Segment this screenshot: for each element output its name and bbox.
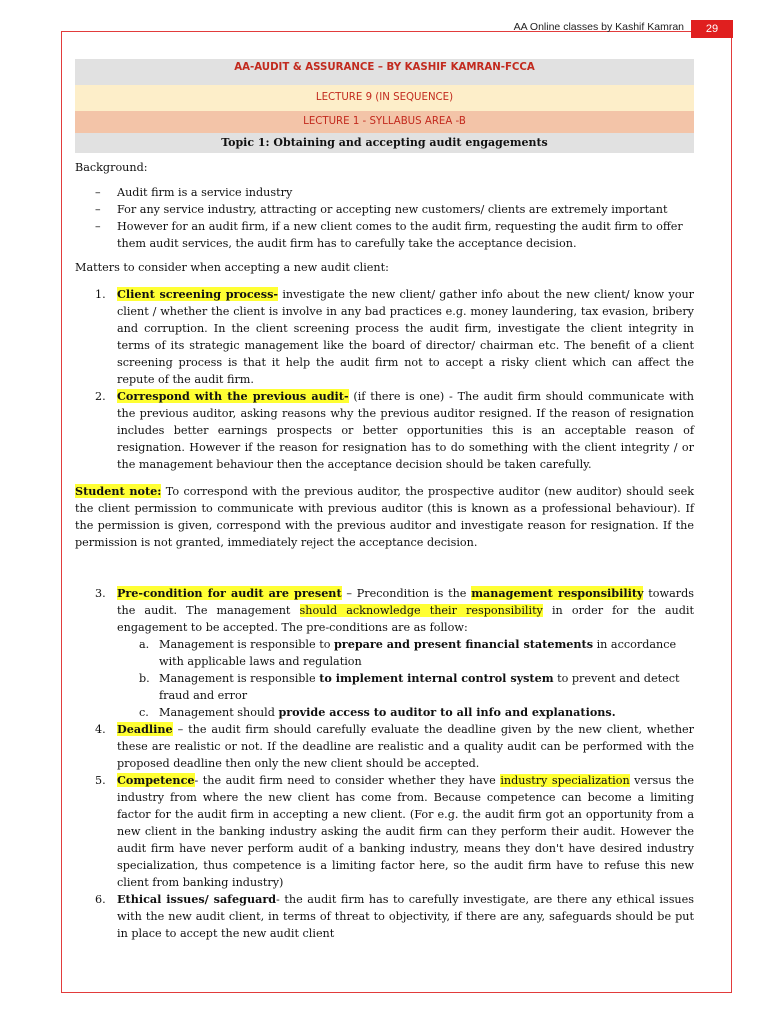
lecture-title: LECTURE 9 (IN SEQUENCE): [315, 92, 454, 103]
matter-item-5: 5. Competence- the audit firm need to consider whether they have industry specialization versus the industry from where the new client has come from. Because competence can become a limiting factor for the audit firm in accepting a new client. (For e.g. the audit firm got an opportunity from a new client in the banking industry asking the audit firm can they perform their audit. However the audit firm have never perform audit of a banking industry, means they don't have desired industry specialization, thus competence is a limiting factor here, so the audit firm have to refuse this new client from banking industry): [95, 773, 694, 889]
matters-list-part1: [75, 286, 694, 473]
page-content: [75, 59, 694, 942]
highlighted-phrase: should acknowledge their responsibility: [299, 604, 543, 617]
background-label: Background:: [75, 161, 148, 174]
highlighted-heading: Correspond with the previous audit-: [117, 389, 349, 403]
preconditions-list: [117, 636, 694, 721]
matter-item-4: 4. Deadline – the audit firm should carefully evaluate the deadline given by the new client, whether these are realistic or not. If the deadline are realistic and a quality audit can be performed with the proposed deadline then only the new client should be accepted.: [95, 722, 694, 770]
list-item: – However for an audit firm, if a new client comes to the audit firm, requesting the audit firm to offer them audit services, the audit firm has to carefully take the acceptance decision.: [95, 220, 683, 250]
highlighted-heading: Deadline: [117, 722, 173, 736]
course-title-band: [75, 59, 694, 85]
page-number: 29: [691, 20, 733, 38]
syllabus-band: [75, 111, 694, 133]
topic-title: Topic 1: Obtaining and accepting audit engagements: [221, 136, 548, 149]
matter-item-1: 1. Client screening process- investigate the new client/ gather info about the new client/ know your client / whether the client is involve in any bad practices e.g. money laundering, tax evasion, bribery and corruption. In the client screening process the audit firm, investigate the client integrity in terms of its strategic management like the board of director/ chairman etc. The benefit of a client screening process is that it help the audit firm not to accept a risky client which can affect the repute of the audit firm.: [95, 287, 695, 386]
highlighted-heading: Competence: [117, 773, 195, 787]
syllabus-title: LECTURE 1 - SYLLABUS AREA -B: [303, 116, 466, 127]
student-note: Student note: To correspond with the previous auditor, the prospective auditor (new auditor) should seek the client permission to communicate with previous auditor (this is known as a professional behaviour). If the permission is given, correspond with the previous auditor and investigate reason for resignation. If the permission is not granted, immediately reject the acceptance decision.: [75, 484, 694, 549]
running-head: AA Online classes by Kashif Kamran: [513, 21, 684, 33]
highlighted-phrase: management responsibility: [471, 586, 644, 600]
precondition-item: c. Management should provide access to auditor to all info and explanations.: [139, 705, 616, 719]
matters-list-part2: [75, 585, 694, 942]
precondition-item: a. Management is responsible to prepare and present financial statements in accordance with applicable laws and regulation: [139, 637, 677, 668]
list-item: – For any service industry, attracting or accepting new customers/ clients are extremely important: [95, 203, 668, 216]
list-item: – Audit firm is a service industry: [95, 186, 293, 199]
lecture-band: [75, 85, 694, 111]
matter-item-2: 2. Correspond with the previous audit- (if there is one) - The audit firm should communicate with the previous auditor, asking reasons why the previous auditor resigned. If the reason of resignation includes better earnings prospects or better opportunities this is an acceptable reason of resignation. However if the reason for resignation has to do something with the client integrity / or the management behaviour then the acceptance decision should be taken carefully.: [95, 389, 694, 471]
dash-bullet: –: [95, 186, 101, 199]
highlighted-heading: Client screening process-: [117, 287, 279, 301]
highlighted-phrase: industry specialization: [500, 774, 630, 787]
precondition-item: b. Management is responsible to implement internal control system to prevent and detect fraud and error: [139, 671, 680, 702]
course-title: AA-AUDIT & ASSURANCE – BY KASHIF KAMRAN-FCCA: [234, 62, 535, 73]
dash-bullet: –: [95, 220, 101, 233]
dash-bullet: –: [95, 203, 101, 216]
matters-intro: Matters to consider when accepting a new audit client:: [75, 261, 389, 274]
topic-band: [75, 133, 694, 153]
highlighted-heading: Pre-condition for audit are present: [117, 586, 342, 600]
matter-item-6: 6. Ethical issues/ safeguard- the audit firm has to carefully investigate, are there any ethical issues with the new audit client, in terms of threat to objectivity, if there are any, safeguards should be put in place to accept the new audit client: [95, 892, 695, 940]
bold-heading: Ethical issues/ safeguard: [117, 892, 277, 906]
student-note-heading: Student note:: [75, 484, 162, 498]
background-list: [75, 184, 694, 252]
matter-item-3: 3. Pre-condition for audit are present – Precondition is the management responsibility towards the audit. The management should acknowledge their responsibility in order for the audit engagement to be accepted. The pre-conditions are as follow: a. Management is responsible to prepare and present financial statements in accordance with applicable laws and regulation b. Management is responsible to implement internal control system to prevent and detect fraud and error c. Management should provide access to auditor to all info and explanations.: [95, 586, 695, 719]
